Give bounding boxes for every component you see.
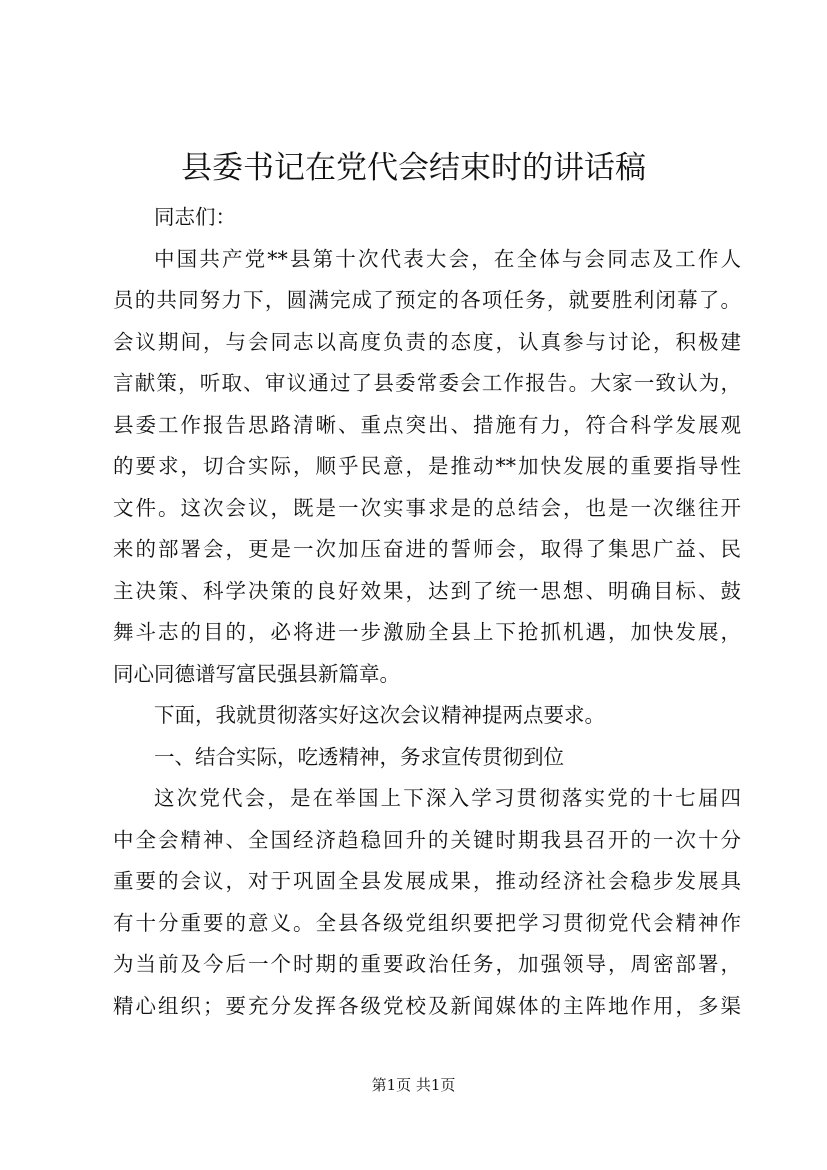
text-line: 有十分重要的意义。全县各级党组织要把学习贯彻党代会精神作 xyxy=(113,910,741,935)
text-line: 员的共同努力下，圆满完成了预定的各项任务，就要胜利闭幕了。 xyxy=(113,288,741,312)
text-line: 同志们： xyxy=(154,205,236,229)
text-line: 同心同德谱写富民强县新篇章。 xyxy=(113,661,400,686)
text-line: 言献策，听取、审议通过了县委常委会工作报告。大家一致认为， xyxy=(113,371,741,395)
text-line: 来的部署会，更是一次加压奋进的誓师会，取得了集思广益、民 xyxy=(113,537,741,561)
document-body xyxy=(113,197,741,1027)
text-line: 会议期间，与会同志以高度负责的态度，认真参与讨论，积极建 xyxy=(113,329,741,354)
text-line: 的要求，切合实际，顺乎民意，是推动**加快发展的重要指导性 xyxy=(113,454,741,478)
text-line: 中国共产党**县第十次代表大会，在全体与会同志及工作人 xyxy=(154,246,741,271)
text-line: 这次党代会，是在举国上下深入学习贯彻落实党的十七届四 xyxy=(154,786,741,810)
text-line: 重要的会议，对于巩固全县发展成果，推动经济社会稳步发展具 xyxy=(113,869,741,893)
text-line: 为当前及今后一个时期的重要政治任务，加强领导，周密部署， xyxy=(113,952,741,976)
text-line: 主决策、科学决策的良好效果，达到了统一思想、明确目标、鼓 xyxy=(113,578,741,603)
text-line: 精心组织；要充分发挥各级党校及新闻媒体的主阵地作用，多渠 xyxy=(113,993,741,1018)
text-line: 中全会精神、全国经济趋稳回升的关键时期我县召开的一次十分 xyxy=(113,827,741,852)
text-line: 县委工作报告思路清晰、重点突出、措施有力，符合科学发展观 xyxy=(113,412,741,437)
text-line: 下面，我就贯彻落实好这次会议精神提两点要求。 xyxy=(154,703,605,727)
text-line: 文件。这次会议，既是一次实事求是的总结会，也是一次继往开 xyxy=(113,495,741,520)
page-footer: 第1页 共1页 xyxy=(371,1076,456,1094)
document-title: 县委书记在党代会结束时的讲话稿 xyxy=(181,150,646,186)
text-line: 一、结合实际，吃透精神，务求宣传贯彻到位 xyxy=(154,744,564,769)
text-line: 舞斗志的目的，必将进一步激励全县上下抢抓机遇，加快发展， xyxy=(113,620,741,644)
